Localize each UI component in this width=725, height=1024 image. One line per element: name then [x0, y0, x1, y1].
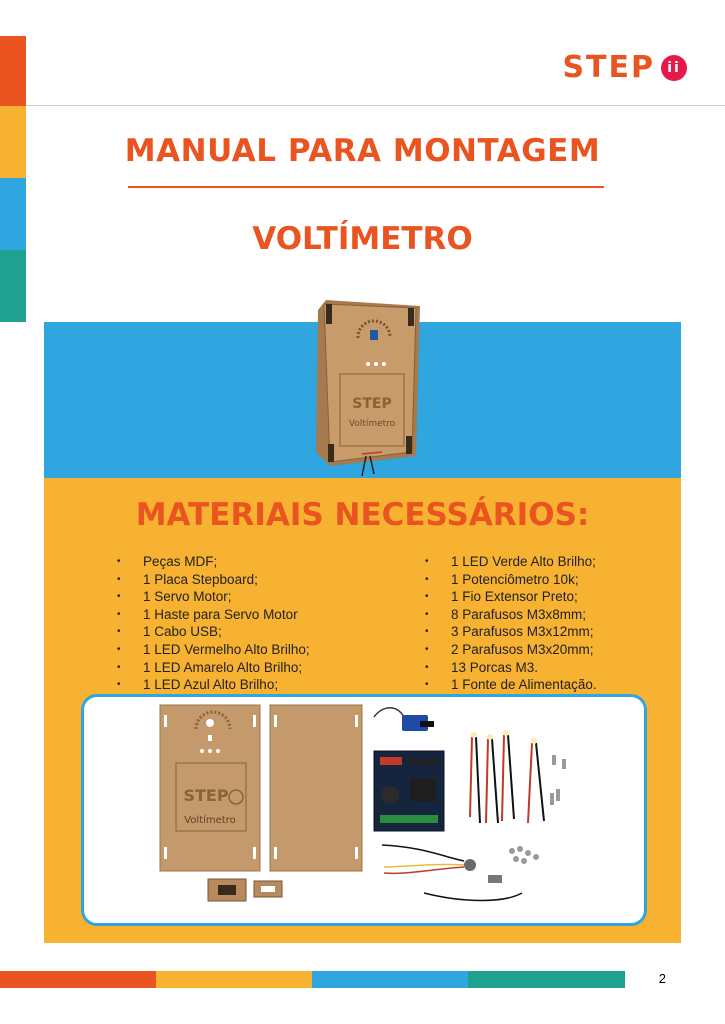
materials-list-right — [425, 553, 597, 694]
footer-stripe-orange — [0, 971, 156, 988]
device-logo-text: STEP — [352, 396, 392, 412]
list-item: • 1 LED Vermelho Alto Brilho; — [117, 641, 310, 659]
footer-stripe-teal — [468, 971, 625, 988]
page-subtitle: VOLTÍMETRO — [252, 221, 473, 257]
list-item: • 1 Fio Extensor Preto; — [425, 588, 597, 606]
list-item: • 1 Cabo USB; — [117, 623, 310, 641]
list-item: • 1 Potenciômetro 10k; — [425, 571, 597, 589]
logo-badge-icon: ii — [661, 55, 687, 81]
list-item: • 8 Parafusos M3x8mm; — [425, 606, 597, 624]
step-logo — [562, 50, 687, 85]
page-number: 2 — [658, 971, 666, 986]
panel-logo-text: STEP — [183, 786, 229, 805]
list-item: • Peças MDF; — [117, 553, 310, 571]
list-item: • 1 Servo Motor; — [117, 588, 310, 606]
list-item: • 1 Haste para Servo Motor — [117, 606, 310, 624]
list-item: • 1 LED Amarelo Alto Brilho; — [117, 659, 310, 677]
title-divider — [128, 186, 604, 188]
list-item: • 13 Porcas M3. — [425, 659, 597, 677]
sidebar-stripe-orange — [0, 36, 26, 106]
parts-photo-frame — [81, 694, 647, 926]
device-label-text: Voltímetro — [348, 419, 396, 429]
assembled-device-image — [312, 296, 424, 482]
list-item: • 3 Parafusos M3x12mm; — [425, 623, 597, 641]
list-item: • 1 Placa Stepboard; — [117, 571, 310, 589]
parts-image — [84, 697, 644, 923]
list-item: • 1 LED Verde Alto Brilho; — [425, 553, 597, 571]
page-title: MANUAL PARA MONTAGEM — [124, 133, 601, 169]
footer-stripe-yellow — [156, 971, 312, 988]
sidebar-stripe-teal — [0, 250, 26, 322]
materials-list-left — [117, 553, 310, 694]
header-divider — [26, 105, 725, 106]
list-item: • 1 LED Azul Alto Brilho; — [117, 676, 310, 694]
materials-heading: MATERIAIS NECESSÁRIOS: — [135, 497, 590, 533]
panel-label-text: Voltímetro — [184, 815, 236, 826]
list-item: • 1 Fonte de Alimentação. — [425, 676, 597, 694]
list-item: • 2 Parafusos M3x20mm; — [425, 641, 597, 659]
footer-stripe-blue — [312, 971, 468, 988]
logo-text: STEP — [562, 50, 655, 85]
